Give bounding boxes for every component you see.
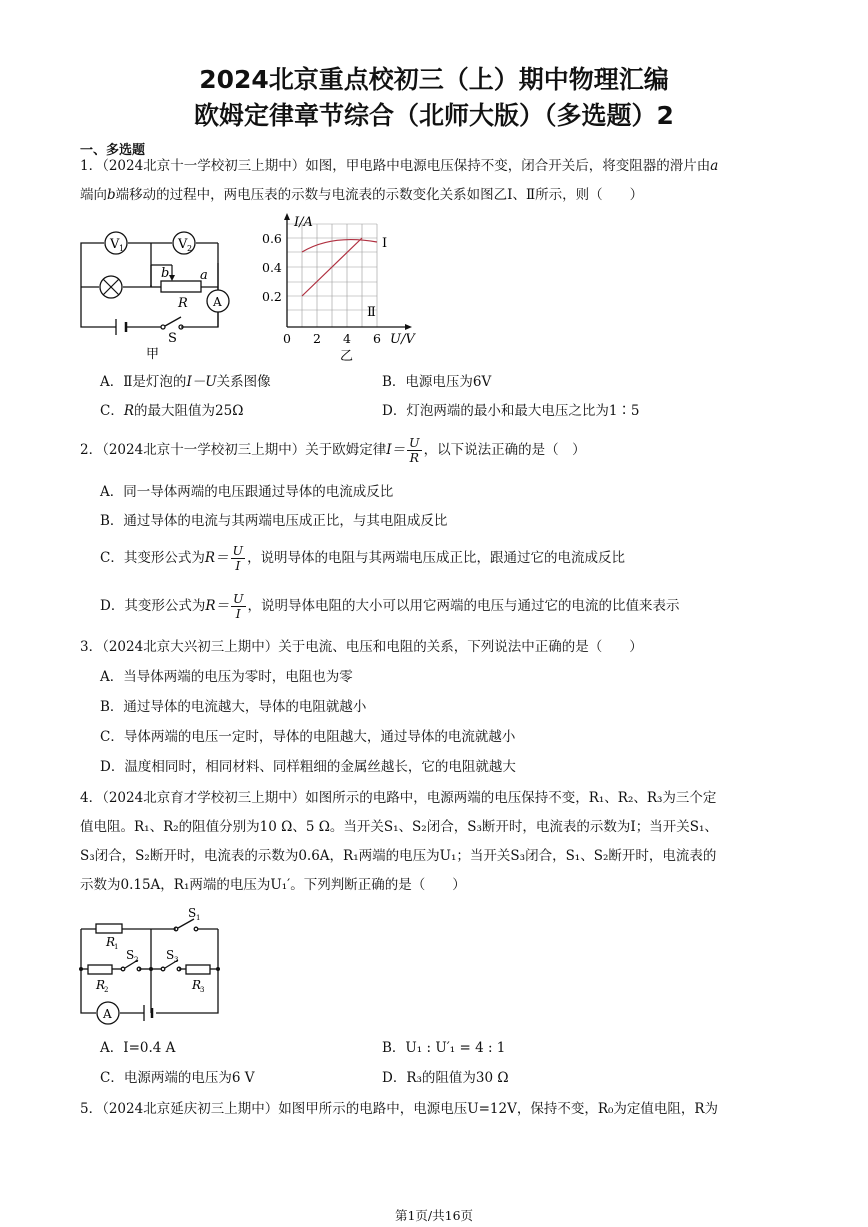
- question-number: 1．: [80, 158, 103, 174]
- fraction: $\frac{U}{R}$: [409, 435, 420, 465]
- question-4: [80, 784, 792, 900]
- option-b[interactable]: B．通过导体的电流越大，导体的电阻就越小: [100, 699, 367, 715]
- option-a[interactable]: A．I=0.4 A: [100, 1040, 176, 1056]
- label-r: R: [178, 296, 188, 311]
- option-c[interactable]: C．导体两端的电压一定时，导体的电阻越大，通过导体的电流就越小: [100, 729, 516, 745]
- question-text: 如图，甲电路中电源电压保持不变，闭合开关后，将变阻器的滑片由: [305, 158, 711, 174]
- option-c[interactable]: C．R的最大阻值为25Ω: [100, 403, 244, 419]
- option-d[interactable]: D．R₃的阻值为30 Ω: [382, 1070, 509, 1086]
- option-a[interactable]: A．当导体两端的电压为零时，电阻也为零: [100, 669, 353, 685]
- curve-I-label: Ⅰ: [382, 236, 388, 251]
- question-number: 2．: [80, 442, 103, 458]
- question-text: 如图所示的电路中，电源两端的电压保持不变，R₁、R₂、R₃为三个定: [305, 790, 717, 806]
- resistor-r2-icon: [88, 965, 112, 974]
- ammeter-label: A: [213, 295, 222, 309]
- r2-label: R: [96, 978, 106, 992]
- question-text: 关于欧姆定律: [305, 442, 387, 458]
- question-text: 示数为0.15A，R₁两端的电压为U₁′。下列判断正确的是（ ）: [80, 877, 466, 893]
- r2-sub: 2: [104, 986, 109, 994]
- question-text: ，以下说法正确的是（ ）: [423, 442, 586, 458]
- q1-graph: [262, 212, 437, 367]
- curve-II-label: Ⅱ: [367, 305, 376, 320]
- option-b[interactable]: B．电源电压为6V: [382, 374, 492, 390]
- r1-label: R: [106, 935, 116, 949]
- page-number: 第1页/共16页: [394, 1208, 474, 1223]
- question-number: 3．: [80, 639, 103, 655]
- question-text: 端向: [80, 187, 107, 203]
- question-number: 4．: [80, 790, 103, 806]
- q1-circuit-diagram: [76, 225, 246, 365]
- rheostat-icon: [161, 281, 201, 292]
- y-tick: 0.6: [262, 231, 282, 246]
- option-a[interactable]: A．Ⅱ是灯泡的I－U关系图像: [100, 374, 271, 390]
- question-source: （2024北京十一学校初三上期中）: [102, 442, 306, 458]
- question-source: （2024北京育才学校初三上期中）: [102, 790, 306, 806]
- section-heading: 一、多选题: [80, 143, 146, 158]
- y-tick: 0.4: [262, 260, 282, 275]
- question-1: [80, 152, 792, 210]
- question-text: 值电阻。R₁、R₂的阻值分别为10 Ω、5 Ω。当开关S₁、S₂闭合，S₃断开时，电流表的示数为I；当开关S₁、: [80, 819, 718, 835]
- r3-sub: 3: [200, 986, 205, 994]
- option-d[interactable]: D．其变形公式为R＝ $\frac{U}{I}$ ，说明导体电阻的大小可以用它两端的电压与通过它的电流的比值来表示: [100, 591, 680, 621]
- question-text: S₃闭合，S₂断开时，电流表的示数为0.6A，R₁两端的电压为U₁；当开关S₃闭合，S₁、S₂断开时，电流表的: [80, 848, 717, 864]
- switch-s2-sub: 2: [134, 956, 139, 964]
- voltmeter-1-sub: 1: [119, 244, 125, 253]
- switch-label: S: [168, 331, 177, 346]
- curve-I: [302, 240, 377, 252]
- switch-s1-label: S: [188, 906, 197, 920]
- option-b[interactable]: B．通过导体的电流与其两端电压成正比，与其电阻成反比: [100, 513, 448, 529]
- question-text: 端移动的过程中，两电压表的示数与电流表的示数变化关系如图乙Ⅰ、Ⅱ所示，则（ ）: [115, 187, 644, 203]
- graph-x-label: U/V: [390, 332, 415, 347]
- voltmeter-1-label: V: [110, 237, 120, 252]
- option-d[interactable]: D．灯泡两端的最小和最大电压之比为1∶5: [382, 403, 640, 419]
- option-a[interactable]: A．同一导体两端的电压跟通过导体的电流成反比: [100, 484, 394, 500]
- switch-s1-sub: 1: [196, 914, 201, 922]
- graph-caption: 乙: [340, 349, 354, 364]
- switch-s2-label: S: [126, 948, 135, 962]
- x-tick: 2: [313, 331, 321, 346]
- circuit-caption: 甲: [146, 347, 160, 362]
- symbol-a: a: [710, 158, 719, 174]
- question-5: [80, 1095, 792, 1124]
- graph-y-label: I/A: [294, 215, 313, 230]
- resistor-r1-icon: [96, 924, 122, 933]
- q4-circuit-diagram: [76, 905, 236, 1030]
- question-text: 关于电流、电压和电阻的关系，下列说法中正确的是（ ）: [278, 639, 643, 655]
- resistor-r3-icon: [186, 965, 210, 974]
- label-a: a: [200, 268, 208, 283]
- page-title: 2024北京重点校初三（上）期中物理汇编: [199, 65, 669, 94]
- r3-label: R: [192, 978, 202, 992]
- question-source: （2024北京延庆初三上期中）: [102, 1101, 279, 1117]
- page-subtitle: 欧姆定律章节综合（北师大版）（多选题）2: [194, 101, 674, 130]
- label-b: b: [161, 266, 170, 281]
- r1-sub: 1: [114, 943, 119, 951]
- y-tick: 0.2: [262, 289, 282, 304]
- x-tick: 0: [283, 331, 291, 346]
- question-text: 如图甲所示的电路中，电源电压U=12V，保持不变，R₀为定值电阻，R为: [278, 1101, 719, 1117]
- option-b[interactable]: B．U₁ : U′₁ = 4 : 1: [382, 1040, 506, 1056]
- x-tick: 6: [373, 331, 381, 346]
- question-source: （2024北京十一学校初三上期中）: [102, 158, 306, 174]
- formula: I＝: [386, 442, 406, 458]
- voltmeter-2-label: V: [178, 237, 188, 252]
- question-source: （2024北京大兴初三上期中）: [102, 639, 279, 655]
- option-c[interactable]: C．其变形公式为R＝ $\frac{U}{I}$ ，说明导体的电阻与其两端电压成正比，跟通过它的电流成反比: [100, 543, 626, 573]
- question-number: 5．: [80, 1101, 103, 1117]
- option-d[interactable]: D．温度相同时，相同材料、同样粗细的金属丝越长，它的电阻就越大: [100, 759, 516, 775]
- switch-s3-label: S: [166, 948, 175, 962]
- x-tick: 4: [343, 331, 351, 346]
- option-c[interactable]: C．电源两端的电压为6 V: [100, 1070, 255, 1086]
- voltmeter-2-sub: 2: [187, 244, 193, 253]
- switch-s3-sub: 3: [174, 956, 179, 964]
- symbol-b: b: [107, 187, 116, 203]
- question-3: [80, 633, 792, 662]
- ammeter-label: A: [103, 1007, 112, 1021]
- question-2: [80, 436, 792, 465]
